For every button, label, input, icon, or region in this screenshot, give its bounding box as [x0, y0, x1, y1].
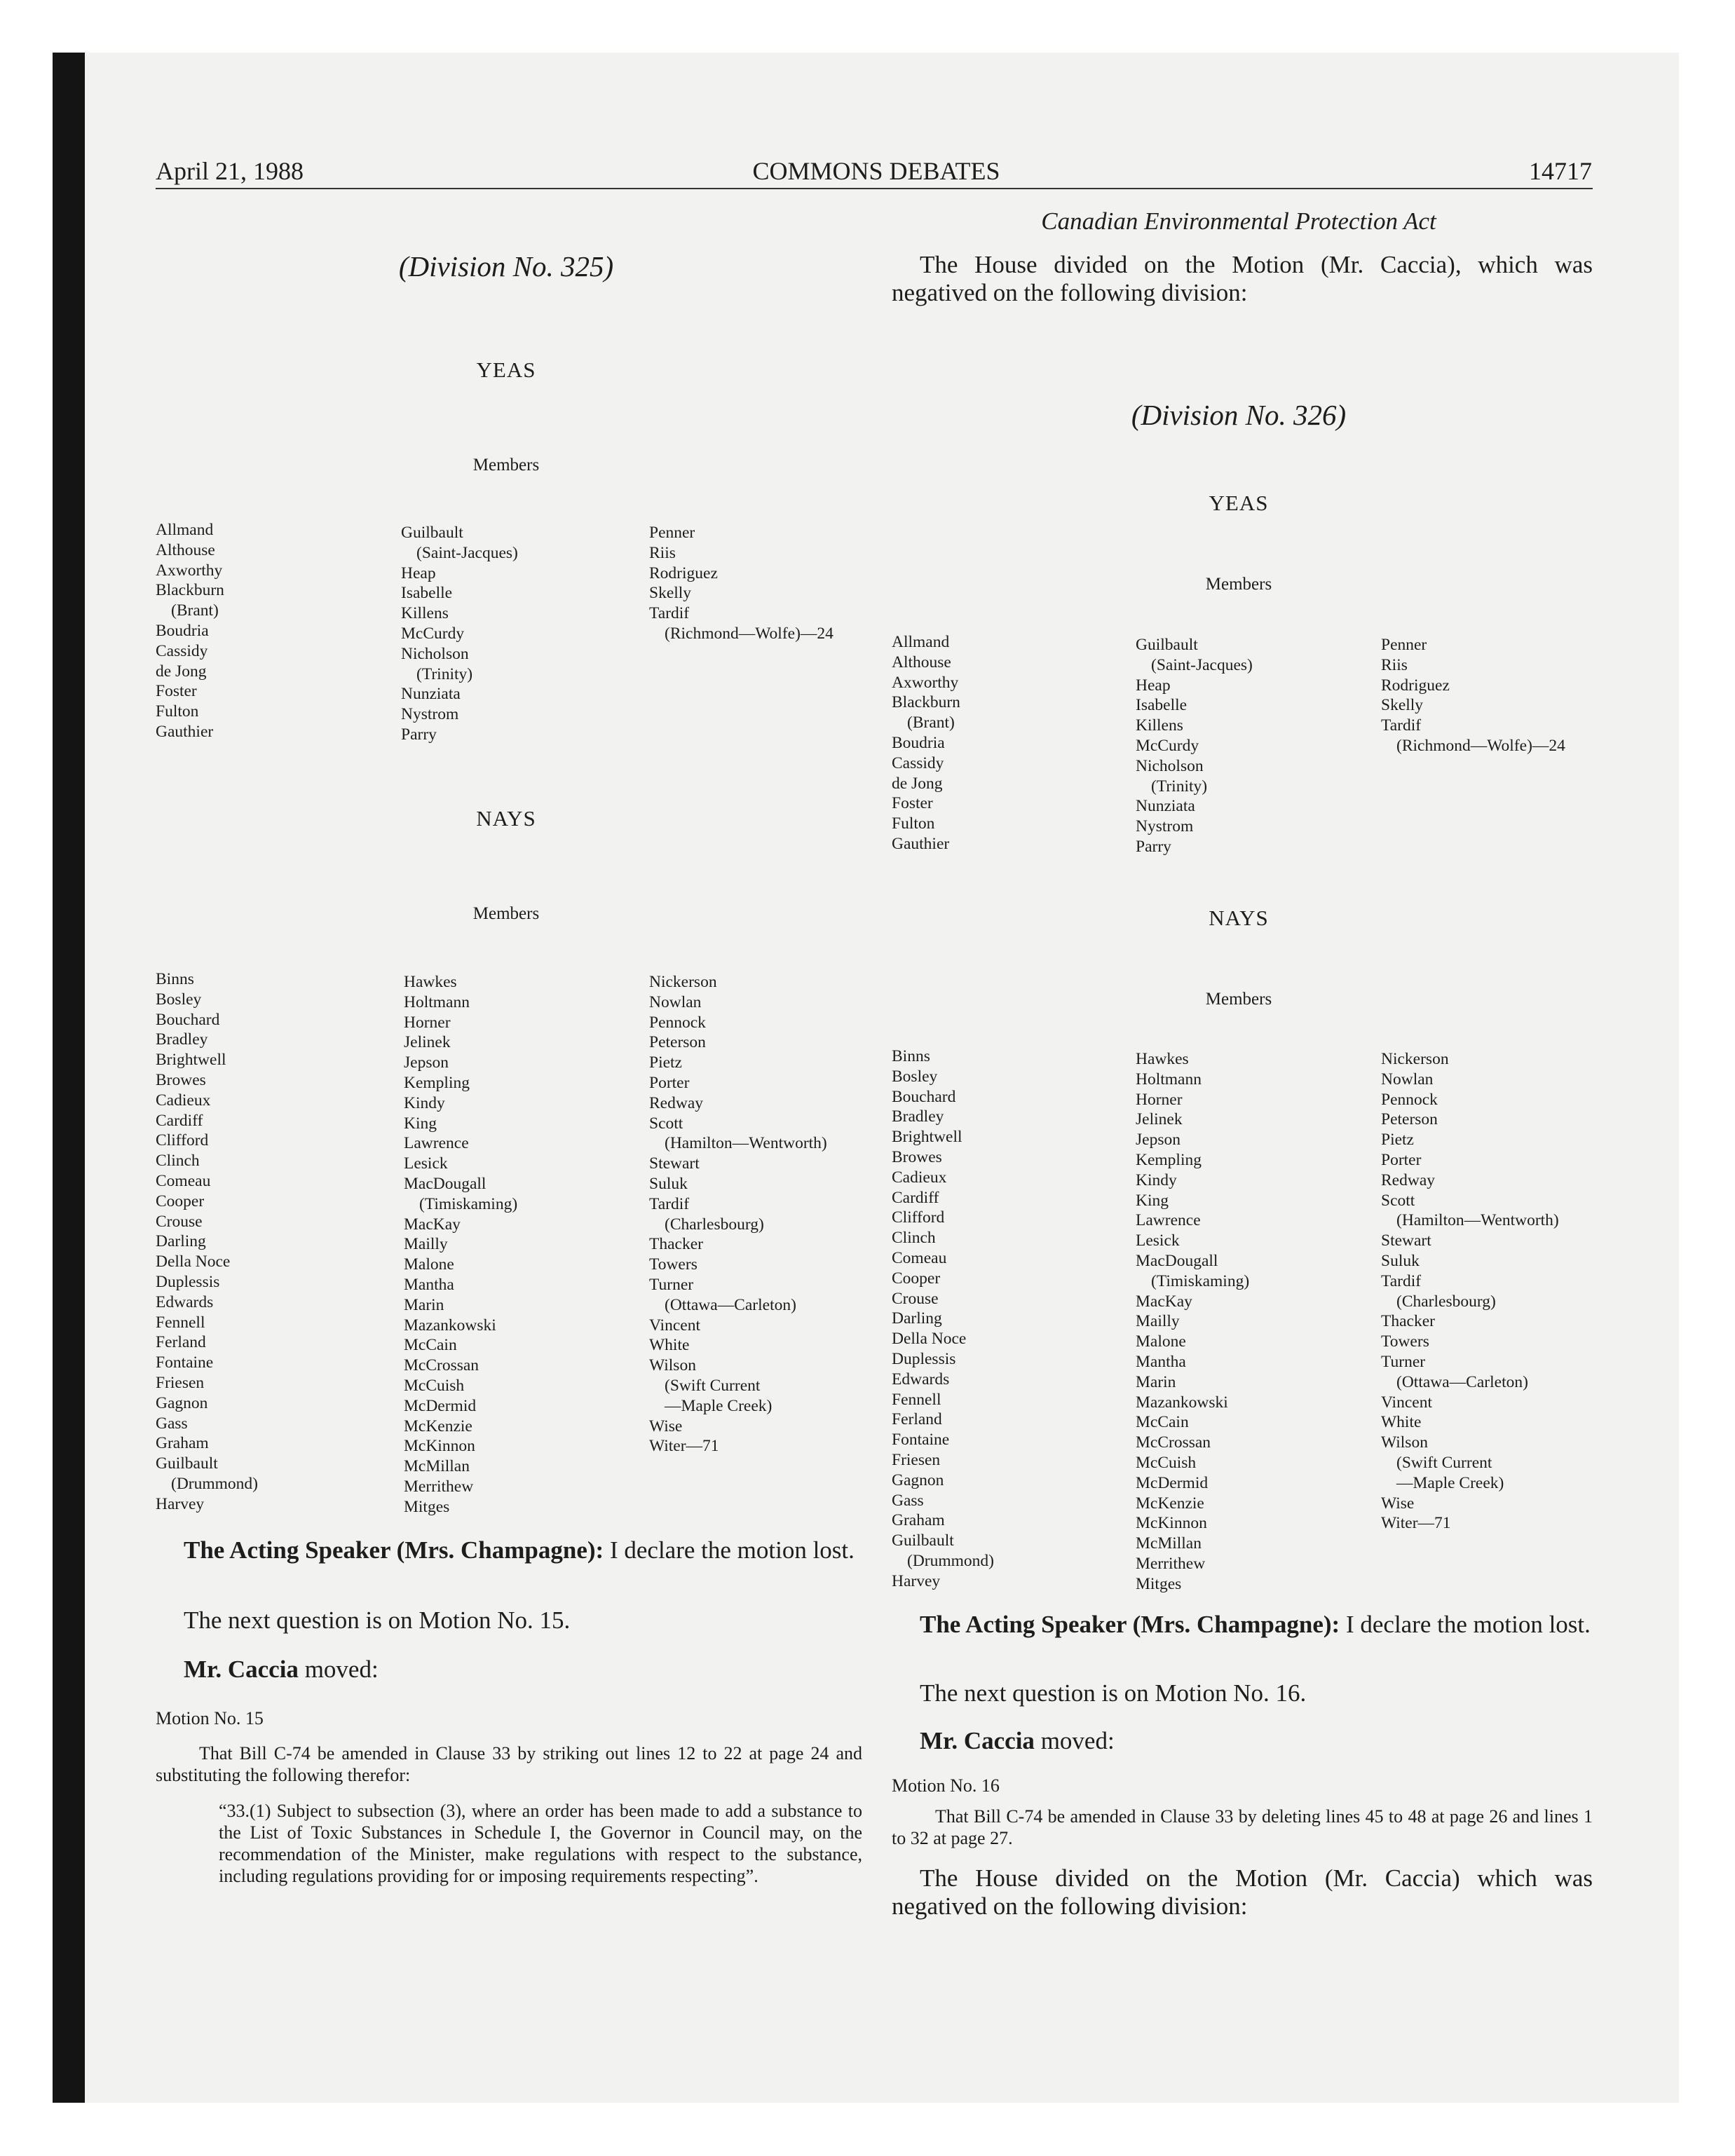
member-name: (Drummond) [907, 1551, 995, 1570]
division-326-title: (Division No. 326) [1131, 399, 1347, 431]
member-name: Fennell [156, 1313, 205, 1332]
member-name: Della Noce [156, 1253, 231, 1271]
member-name: Nowlan [1381, 1070, 1434, 1089]
member-name: Turner [1381, 1352, 1426, 1371]
member-name: MacDougall [1136, 1251, 1218, 1270]
member-name: Nickerson [649, 973, 717, 991]
member-name: McCurdy [1136, 736, 1199, 755]
division-325-title: (Division No. 325) [398, 250, 614, 282]
member-name: (Ottawa—Carleton) [665, 1295, 796, 1314]
member-name: Riis [1381, 655, 1408, 674]
member-name: Ferland [156, 1333, 206, 1352]
member-name: Cassidy [892, 753, 944, 772]
member-name: Boudria [156, 621, 209, 640]
mover-name: Mr. Caccia [920, 1727, 1035, 1754]
member-name: White [649, 1336, 690, 1355]
division-326-yeas-col2 [1136, 635, 1253, 857]
member-name: Bradley [892, 1107, 944, 1126]
member-name: Towers [1381, 1332, 1429, 1351]
member-name: (Timiskaming) [1151, 1271, 1250, 1290]
member-name: Nowlan [649, 992, 702, 1011]
header-rule [156, 188, 1593, 189]
division-325-yeas-col1 [156, 520, 224, 742]
member-name: Della Noce [892, 1330, 967, 1349]
member-name: (Charlesbourg) [1396, 1292, 1496, 1311]
motion-16-text: That Bill C-74 be amended in Clause 33 by deleting lines 45 to 48 at page 26 and lines 1 to 32 at page 27. [892, 1806, 1593, 1848]
member-name: Blackburn [892, 693, 960, 712]
member-name: Kempling [1136, 1150, 1202, 1169]
mover-paragraph-15 [184, 1656, 862, 1684]
member-name: Fulton [156, 702, 199, 721]
member-name: Peterson [649, 1033, 706, 1052]
member-name: White [1381, 1413, 1422, 1432]
member-name: Stewart [649, 1154, 700, 1173]
mover-paragraph-16 [920, 1727, 1593, 1755]
member-name: Edwards [156, 1292, 214, 1311]
member-name: Hawkes [1136, 1050, 1189, 1068]
member-name: Gass [156, 1414, 188, 1433]
division-326-nays-members-label: Members [1205, 990, 1272, 1009]
member-name: Browes [892, 1147, 942, 1166]
division-325-yeas-label: YEAS [476, 357, 536, 382]
division-326-yeas-label: YEAS [1209, 491, 1269, 515]
speaker-statement: I declare the motion lost. [609, 1536, 855, 1564]
member-name: —Maple Creek) [665, 1396, 773, 1415]
member-name: Merrithew [1136, 1554, 1206, 1573]
header-page-number: 14717 [1529, 157, 1592, 185]
member-name: Vincent [649, 1316, 700, 1335]
member-name: Althouse [156, 540, 215, 559]
member-name: Wise [1381, 1494, 1415, 1513]
member-name: Clifford [892, 1208, 945, 1227]
member-name: Hawkes [404, 973, 457, 991]
member-name: (Richmond—Wolfe)—24 [1396, 736, 1565, 755]
member-name: (Trinity) [416, 664, 473, 683]
member-name: Horner [404, 1013, 451, 1032]
member-name: Tardif [1381, 1271, 1422, 1290]
member-name: Guilbault [892, 1531, 954, 1550]
next-question-15: The next question is on Motion No. 15. [184, 1606, 571, 1634]
member-name: Scott [649, 1114, 683, 1133]
member-name: Clinch [892, 1229, 936, 1248]
member-name: Vincent [1381, 1393, 1432, 1412]
speaker-name: The Acting Speaker (Mrs. Champagne): [920, 1611, 1340, 1638]
division-325-nays-label: NAYS [476, 806, 536, 831]
member-name: McDermid [404, 1396, 477, 1415]
member-name: Stewart [1381, 1231, 1431, 1250]
member-name: Guilbault [1136, 636, 1198, 654]
member-name: Penner [1381, 636, 1427, 654]
member-name: Nunziata [401, 685, 461, 704]
member-name: Thacker [1381, 1312, 1435, 1331]
member-name: Marin [404, 1295, 444, 1314]
member-name: Graham [892, 1511, 945, 1530]
member-name: Brightwell [156, 1051, 226, 1070]
member-name: Fennell [892, 1390, 941, 1409]
member-name: Mitges [1136, 1574, 1182, 1593]
member-name: McCuish [404, 1376, 465, 1395]
member-name: —Maple Creek) [1396, 1473, 1504, 1492]
member-name: Guilbault [156, 1454, 218, 1473]
member-name: Skelly [649, 584, 692, 603]
member-name: Jelinek [404, 1033, 451, 1052]
division-326-closing: The House divided on the Motion (Mr. Caccia) which was negatived on the following division: [892, 1864, 1593, 1920]
member-name: Nystrom [1136, 817, 1194, 836]
member-name: Suluk [649, 1174, 688, 1193]
member-name: Malone [1136, 1332, 1186, 1351]
member-name: Clifford [156, 1131, 209, 1150]
member-name: Comeau [892, 1248, 947, 1267]
member-name: Bosley [892, 1067, 938, 1086]
member-name: Kindy [404, 1093, 445, 1112]
member-name: Jelinek [1136, 1110, 1183, 1129]
member-name: Towers [649, 1255, 698, 1274]
member-name: McCrossan [404, 1356, 479, 1375]
member-name: Cadieux [892, 1168, 947, 1187]
member-name: Holtmann [1136, 1070, 1202, 1089]
member-name: Mazankowski [404, 1316, 496, 1335]
member-name: Harvey [892, 1571, 941, 1590]
division-326-yeas-col3 [1381, 635, 1565, 756]
member-name: Cardiff [156, 1111, 203, 1130]
member-name: Lawrence [404, 1134, 469, 1153]
division-325-nays-col2 [404, 972, 517, 1517]
member-name: Lesick [404, 1154, 448, 1173]
member-name: (Saint-Jacques) [416, 543, 518, 562]
member-name: McKenzie [404, 1417, 472, 1435]
member-name: Parry [401, 725, 437, 744]
member-name: Mailly [404, 1235, 448, 1254]
member-name: McKinnon [404, 1437, 475, 1456]
division-326-nays-col1 [892, 1046, 994, 1592]
speaker-statement: I declare the motion lost. [1345, 1611, 1591, 1638]
member-name: Friesen [892, 1450, 941, 1469]
member-name: (Swift Current [1396, 1453, 1492, 1472]
member-name: Graham [156, 1434, 209, 1453]
act-title: Canadian Environmental Protection Act [1041, 207, 1436, 235]
member-name: Heap [1136, 676, 1171, 695]
member-name: Redway [1381, 1171, 1436, 1189]
member-name: Axworthy [892, 673, 959, 692]
member-name: Witer—71 [649, 1437, 719, 1456]
member-name: Nystrom [401, 705, 459, 724]
member-name: Friesen [156, 1373, 205, 1392]
member-name: Ferland [892, 1410, 942, 1429]
member-name: Turner [649, 1275, 694, 1294]
member-name: Pietz [1381, 1131, 1414, 1149]
member-name: (Brant) [171, 601, 219, 620]
member-name: Cooper [156, 1192, 205, 1210]
member-name: McCain [1136, 1413, 1189, 1432]
member-name: Foster [892, 794, 933, 813]
member-name: Pennock [649, 1013, 706, 1032]
member-name: Horner [1136, 1090, 1183, 1109]
header-date: April 21, 1988 [156, 157, 304, 185]
member-name: Gagnon [156, 1393, 208, 1412]
member-name: Heap [401, 564, 436, 582]
motion-15-quote: “33.(1) Subject to subsection (3), where an order has been made to add a substance to the List of Toxic Substances in Schedule I, the Governor in Council may, on the recommendation of the Minister, make regulations with respect to the substance, including regulations providing for or imposing requirements respecting”. [219, 1801, 862, 1886]
member-name: (Richmond—Wolfe)—24 [665, 624, 834, 643]
member-name: McMillan [404, 1457, 470, 1476]
member-name: Holtmann [404, 992, 470, 1011]
member-name: de Jong [892, 774, 943, 793]
member-name: Witer—71 [1381, 1514, 1451, 1533]
member-name: Brightwell [892, 1128, 962, 1147]
member-name: Pietz [649, 1053, 682, 1072]
member-name: Kindy [1136, 1171, 1177, 1189]
division-326-speaker-paragraph [892, 1611, 1593, 1639]
member-name: Scott [1381, 1191, 1415, 1210]
member-name: Gagnon [892, 1471, 944, 1489]
member-name: Crouse [892, 1289, 939, 1308]
member-name: Boudria [892, 733, 945, 752]
member-name: Browes [156, 1070, 206, 1089]
speaker-name: The Acting Speaker (Mrs. Champagne): [184, 1536, 604, 1564]
member-name: (Hamilton—Wentworth) [665, 1134, 827, 1153]
division-325-nays-col3 [649, 972, 827, 1456]
member-name: Foster [156, 682, 197, 701]
motion-15-label: Motion No. 15 [156, 1708, 264, 1728]
member-name: Mantha [1136, 1352, 1186, 1371]
member-name: Duplessis [156, 1272, 220, 1291]
member-name: Bouchard [892, 1087, 956, 1106]
member-name: Porter [649, 1073, 690, 1092]
division-325-yeas-col3 [649, 523, 834, 644]
division-325-yeas-members-label: Members [472, 456, 540, 475]
next-question-16: The next question is on Motion No. 16. [920, 1679, 1307, 1707]
member-name: Tardif [1381, 716, 1422, 735]
member-name: Mazankowski [1136, 1393, 1228, 1412]
member-name: Malone [404, 1255, 454, 1274]
member-name: Bradley [156, 1030, 208, 1049]
member-name: Gauthier [892, 834, 950, 853]
member-name: (Timiskaming) [419, 1194, 518, 1213]
member-name: Fontaine [892, 1431, 950, 1449]
member-name: Bosley [156, 990, 202, 1009]
member-name: Wilson [1381, 1433, 1428, 1452]
member-name: Cooper [892, 1269, 941, 1288]
division-325-nays-members-label: Members [472, 904, 540, 923]
member-name: McCurdy [401, 624, 465, 643]
division-326-nays-col2 [1136, 1049, 1249, 1595]
member-name: Clinch [156, 1152, 200, 1171]
motion-16-label: Motion No. 16 [892, 1775, 1000, 1796]
member-name: Jepson [404, 1053, 449, 1072]
member-name: Wilson [649, 1356, 696, 1375]
member-name: Gauthier [156, 722, 214, 741]
member-name: McKinnon [1136, 1514, 1207, 1533]
member-name: Peterson [1381, 1110, 1438, 1129]
member-name: Isabelle [1136, 696, 1188, 715]
member-name: Penner [649, 524, 695, 542]
member-name: Rodriguez [1381, 676, 1450, 695]
member-name: (Trinity) [1151, 777, 1208, 796]
member-name: Comeau [156, 1171, 211, 1190]
division-326-yeas-members-label: Members [1205, 575, 1272, 594]
member-name: Darling [156, 1232, 206, 1251]
member-name: Redway [649, 1093, 704, 1112]
motion-15-text: That Bill C-74 be amended in Clause 33 by striking out lines 12 to 22 at page 24 and substituting the following therefor: [156, 1743, 862, 1785]
header-title: COMMONS DEBATES [752, 157, 1000, 185]
member-name: (Hamilton—Wentworth) [1396, 1211, 1559, 1230]
mover-name: Mr. Caccia [184, 1656, 299, 1683]
member-name: McDermid [1136, 1473, 1209, 1492]
member-name: Riis [649, 543, 676, 562]
member-name: (Charlesbourg) [665, 1215, 764, 1234]
member-name: Allmand [156, 521, 214, 539]
member-name: Mailly [1136, 1312, 1180, 1331]
member-name: Allmand [892, 633, 950, 651]
division-326-yeas-col1 [892, 632, 960, 854]
member-name: Killens [401, 604, 449, 623]
division-326-intro: The House divided on the Motion (Mr. Caccia), which was negatived on the following division: [892, 251, 1593, 306]
member-name: MacKay [404, 1215, 461, 1234]
member-name: McKenzie [1136, 1494, 1204, 1513]
member-name: Gass [892, 1491, 924, 1510]
mover-verb: moved: [1040, 1727, 1115, 1754]
member-name: Lesick [1136, 1231, 1180, 1250]
division-326-nays-col3 [1381, 1049, 1559, 1534]
member-name: Thacker [649, 1235, 703, 1254]
member-name: King [1136, 1191, 1169, 1210]
binding-shadow [53, 53, 85, 2103]
member-name: Althouse [892, 653, 951, 671]
member-name: Mantha [404, 1275, 454, 1294]
member-name: Cardiff [892, 1188, 939, 1207]
member-name: Guilbault [401, 524, 463, 542]
member-name: Harvey [156, 1494, 205, 1513]
division-325-speaker-paragraph [156, 1536, 862, 1564]
member-name: MacDougall [404, 1174, 487, 1193]
member-name: Edwards [892, 1370, 950, 1389]
member-name: Skelly [1381, 696, 1424, 715]
member-name: Lawrence [1136, 1211, 1201, 1230]
member-name: Cadieux [156, 1091, 211, 1110]
member-name: McCain [404, 1336, 457, 1355]
member-name: (Ottawa—Carleton) [1396, 1372, 1528, 1391]
member-name: de Jong [156, 662, 207, 681]
member-name: Binns [156, 970, 194, 988]
member-name: Porter [1381, 1150, 1422, 1169]
division-325-nays-col1 [156, 969, 258, 1515]
member-name: Merrithew [404, 1477, 474, 1496]
mover-verb: moved: [304, 1656, 379, 1683]
member-name: Pennock [1381, 1090, 1438, 1109]
member-name: Marin [1136, 1372, 1176, 1391]
member-name: Nunziata [1136, 797, 1195, 816]
member-name: (Drummond) [171, 1474, 259, 1493]
member-name: (Saint-Jacques) [1151, 655, 1253, 674]
member-name: Nicholson [401, 644, 469, 663]
member-name: Rodriguez [649, 564, 718, 582]
member-name: Tardif [649, 604, 690, 623]
member-name: Fontaine [156, 1353, 214, 1372]
member-name: Fulton [892, 814, 935, 833]
member-name: Killens [1136, 716, 1183, 735]
member-name: Wise [649, 1417, 683, 1435]
member-name: (Swift Current [665, 1376, 761, 1395]
member-name: Kempling [404, 1073, 470, 1092]
member-name: Isabelle [401, 584, 453, 603]
member-name: MacKay [1136, 1292, 1192, 1311]
member-name: Nickerson [1381, 1050, 1449, 1068]
member-name: Tardif [649, 1194, 690, 1213]
member-name: Axworthy [156, 561, 223, 580]
member-name: Nicholson [1136, 756, 1204, 775]
member-name: Crouse [156, 1212, 203, 1231]
member-name: Bouchard [156, 1010, 220, 1029]
member-name: Parry [1136, 837, 1171, 856]
member-name: Binns [892, 1047, 930, 1065]
member-name: Cassidy [156, 641, 208, 660]
member-name: Duplessis [892, 1349, 956, 1368]
division-326-nays-label: NAYS [1209, 906, 1269, 930]
member-name: Mitges [404, 1497, 450, 1516]
member-name: (Brant) [907, 714, 955, 732]
member-name: Darling [892, 1309, 942, 1328]
member-name: McCuish [1136, 1453, 1197, 1472]
member-name: Blackburn [156, 581, 224, 600]
division-325-yeas-col2 [401, 523, 518, 745]
member-name: McMillan [1136, 1534, 1202, 1553]
member-name: McCrossan [1136, 1433, 1211, 1452]
member-name: Suluk [1381, 1251, 1420, 1270]
member-name: Jepson [1136, 1131, 1181, 1149]
member-name: King [404, 1114, 437, 1133]
